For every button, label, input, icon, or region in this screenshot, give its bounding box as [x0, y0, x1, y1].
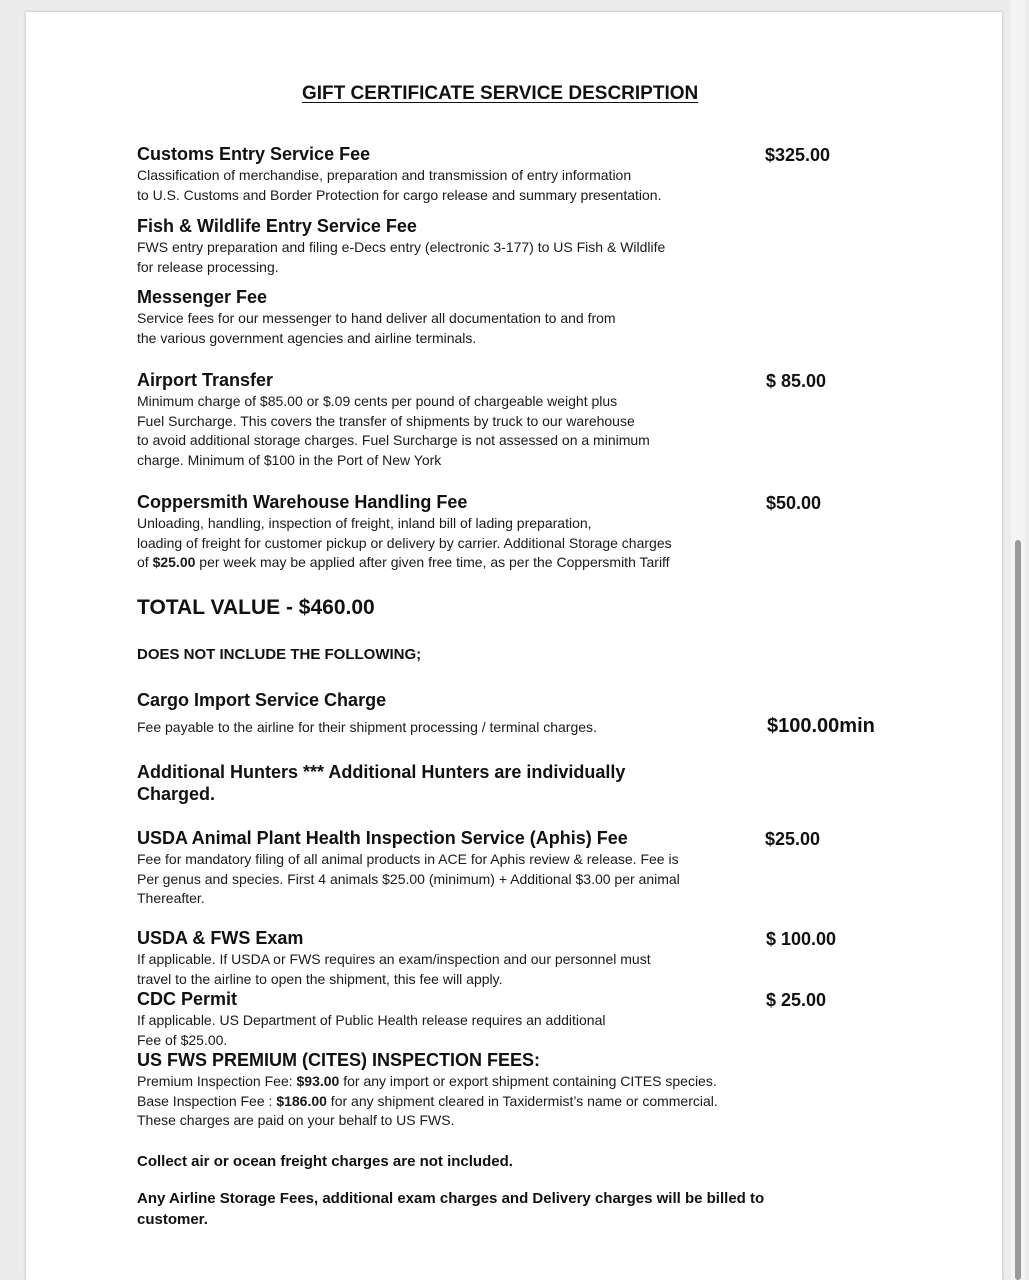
messenger-fee-line-1: Service fees for our messenger to hand deliver all documentation to and from [137, 310, 616, 326]
aphis-fee-description [137, 850, 680, 909]
cites-base-line [137, 1092, 718, 1112]
airport-transfer-line-2: Fuel Surcharge. This covers the transfer of shipments by truck to our warehouse [137, 412, 635, 429]
cdc-permit-line-2: Fee of $25.00. [137, 1031, 228, 1048]
warehouse-fee-line-1: Unloading, handling, inspection of freight, inland bill of lading preparation, [137, 515, 592, 531]
cargo-charge-description: Fee payable to the airline for their shipment processing / terminal charges. [137, 719, 597, 735]
aphis-fee-line-1: Fee for mandatory filing of all animal products in ACE for Aphis review & release. Fee is [137, 851, 679, 867]
cites-fees-title: US FWS PREMIUM (CITES) INSPECTION FEES: [137, 1050, 541, 1070]
fws-entry-fee-line-2: for release processing. [137, 258, 279, 275]
cdc-permit-description [137, 1011, 606, 1050]
additional-hunters-line-1: Additional Hunters *** Additional Hunters are individually [137, 762, 626, 782]
cites-base-amount: $186.00 [276, 1092, 327, 1109]
warehouse-fee-title: Coppersmith Warehouse Handling Fee [137, 492, 468, 512]
messenger-fee-description [137, 309, 616, 348]
fws-entry-fee-title: Fish & Wildlife Entry Service Fee [137, 216, 417, 236]
exam-fee-price: $ 100.00 [766, 929, 837, 949]
additional-hunters-line-2: Charged. [137, 784, 216, 804]
storage-note-line-2: customer. [137, 1211, 208, 1228]
not-included-heading: DOES NOT INCLUDE THE FOLLOWING; [137, 646, 422, 663]
cites-fees-description [137, 1072, 718, 1131]
cites-premium-label: Premium Inspection Fee: [137, 1073, 297, 1089]
cites-premium-rest: for any import or export shipment containing CITES species. [339, 1073, 717, 1089]
cites-premium-amount: $93.00 [296, 1073, 340, 1089]
warehouse-fee-description [137, 514, 672, 573]
storage-note [137, 1188, 764, 1230]
cdc-permit-price: $ 25.00 [766, 990, 827, 1010]
warehouse-fee-line-2: loading of freight for customer pickup or delivery by carrier. Additional Storage charges [137, 534, 672, 551]
scrollbar-thumb[interactable] [1015, 540, 1021, 1280]
airport-transfer-line-4: charge. Minimum of $100 in the Port of New York [137, 451, 442, 468]
customs-fee-title: Customs Entry Service Fee [137, 144, 371, 164]
warehouse-fee-price: $50.00 [766, 493, 822, 513]
additional-hunters-note [137, 761, 625, 805]
aphis-fee-line-2: Per genus and species. First 4 animals $25.00 (minimum) + Additional $3.00 per animal [137, 870, 680, 887]
warehouse-line-3-prefix: of [137, 554, 153, 570]
cdc-permit-title: CDC Permit [137, 989, 238, 1009]
airport-transfer-title: Airport Transfer [137, 370, 274, 390]
airport-transfer-price: $ 85.00 [766, 371, 827, 391]
document-title: GIFT CERTIFICATE SERVICE DESCRIPTION [302, 83, 699, 104]
cites-line-3: These charges are paid on your behalf to US FWS. [137, 1112, 455, 1128]
cites-premium-line [137, 1072, 718, 1092]
cargo-charge-title: Cargo Import Service Charge [137, 690, 387, 710]
cites-base-rest: for any shipment cleared in Taxidermist’s name or commercial. [326, 1092, 718, 1109]
warehouse-line-3-suffix: per week may be applied after given free time, as per the Coppersmith Tariff [195, 554, 670, 570]
messenger-fee-title: Messenger Fee [137, 287, 268, 307]
exam-fee-title: USDA & FWS Exam [137, 928, 304, 948]
customs-fee-line-1: Classification of merchandise, preparation and transmission of entry information [137, 167, 632, 183]
fws-entry-fee-description [137, 238, 665, 277]
storage-note-line-1: Any Airline Storage Fees, additional exam charges and Delivery charges will be billed to [137, 1190, 765, 1207]
aphis-fee-title: USDA Animal Plant Health Inspection Service (Aphis) Fee [137, 828, 628, 848]
aphis-fee-price: $25.00 [765, 829, 821, 849]
warehouse-fee-line-3 [137, 553, 672, 573]
freight-note: Collect air or ocean freight charges are not included. [137, 1153, 513, 1170]
exam-fee-line-1: If applicable. If USDA or FWS requires an exam/inspection and our personnel must [137, 951, 651, 967]
aphis-fee-line-3: Thereafter. [137, 890, 205, 906]
exam-fee-description [137, 950, 651, 989]
customs-fee-description [137, 166, 661, 205]
fws-entry-fee-line-1: FWS entry preparation and filing e-Decs entry (electronic 3-177) to US Fish & Wildlife [137, 239, 666, 255]
total-value: TOTAL VALUE - $460.00 [137, 596, 375, 619]
messenger-fee-line-2: the various government agencies and airline terminals. [137, 329, 477, 346]
cargo-charge-price: $100.00min [767, 715, 875, 737]
cites-base-label: Base Inspection Fee : [137, 1092, 277, 1109]
customs-fee-line-2: to U.S. Customs and Border Protection for cargo release and summary presentation. [137, 186, 662, 203]
warehouse-storage-amount: $25.00 [152, 554, 196, 570]
customs-fee-price: $325.00 [765, 145, 831, 165]
cdc-permit-line-1: If applicable. US Department of Public Health release requires an additional [137, 1012, 606, 1028]
exam-fee-line-2: travel to the airline to open the shipment, this fee will apply. [137, 970, 503, 987]
airport-transfer-description [137, 392, 650, 470]
airport-transfer-line-1: Minimum charge of $85.00 or $.09 cents per pound of chargeable weight plus [137, 393, 618, 409]
airport-transfer-line-3: to avoid additional storage charges. Fuel Surcharge is not assessed on a minimum [137, 432, 650, 448]
